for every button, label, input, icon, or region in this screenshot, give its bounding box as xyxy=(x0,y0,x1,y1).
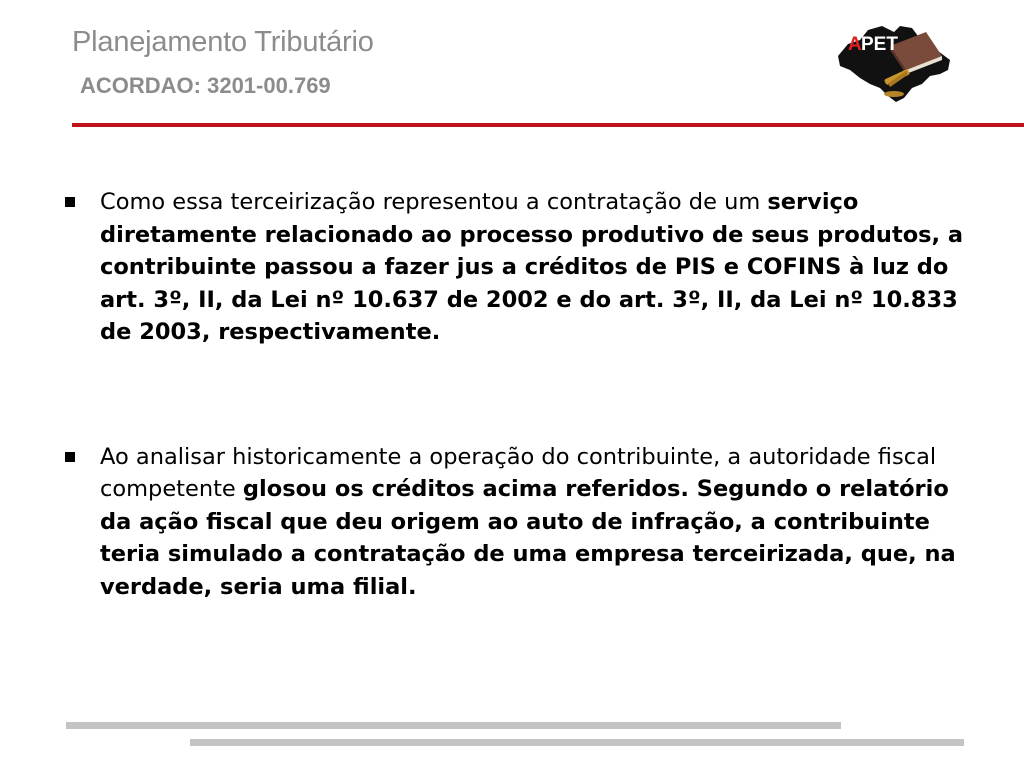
header-divider xyxy=(72,123,1024,127)
bullet-item xyxy=(62,441,972,604)
square-bullet-icon xyxy=(65,197,75,207)
footer-bar-top xyxy=(66,722,841,729)
square-bullet-icon xyxy=(65,452,75,462)
logo-letters-pet: PET xyxy=(861,34,898,55)
bullet-text-regular: Como essa terceirização representou a contratação de um xyxy=(100,189,768,215)
bullet-item xyxy=(62,186,972,349)
slide-subtitle: ACORDAO: 3201-00.769 xyxy=(80,73,331,98)
bullet-text-regular: Ao analisar historicamente a operação do contribuinte, a autoridade fiscal competente xyxy=(100,443,937,502)
footer-bar-bottom xyxy=(190,739,964,746)
bullet-text-bold: glosou os créditos acima referidos. Segundo o relatório da ação fiscal que deu origem ao auto de infração, a contribuinte teria simulado a contratação de uma empresa terceirizada, que, na verdade, seria uma filial. xyxy=(100,476,956,600)
slide-title: Planejamento Tributário xyxy=(72,26,374,58)
bullet-text-bold: serviço diretamente relacionado ao processo produtivo de seus produtos, a contribuinte passou a fazer jus a créditos de PIS e COFINS à luz do art. 3º, II, da Lei nº 10.637 de 2002 e do art. 3º, II, da Lei nº 10.833 de 2003, respectivamente. xyxy=(100,189,964,345)
apet-logo xyxy=(830,18,955,108)
logo-letter-a: A xyxy=(848,34,862,55)
slide-body xyxy=(62,186,972,603)
